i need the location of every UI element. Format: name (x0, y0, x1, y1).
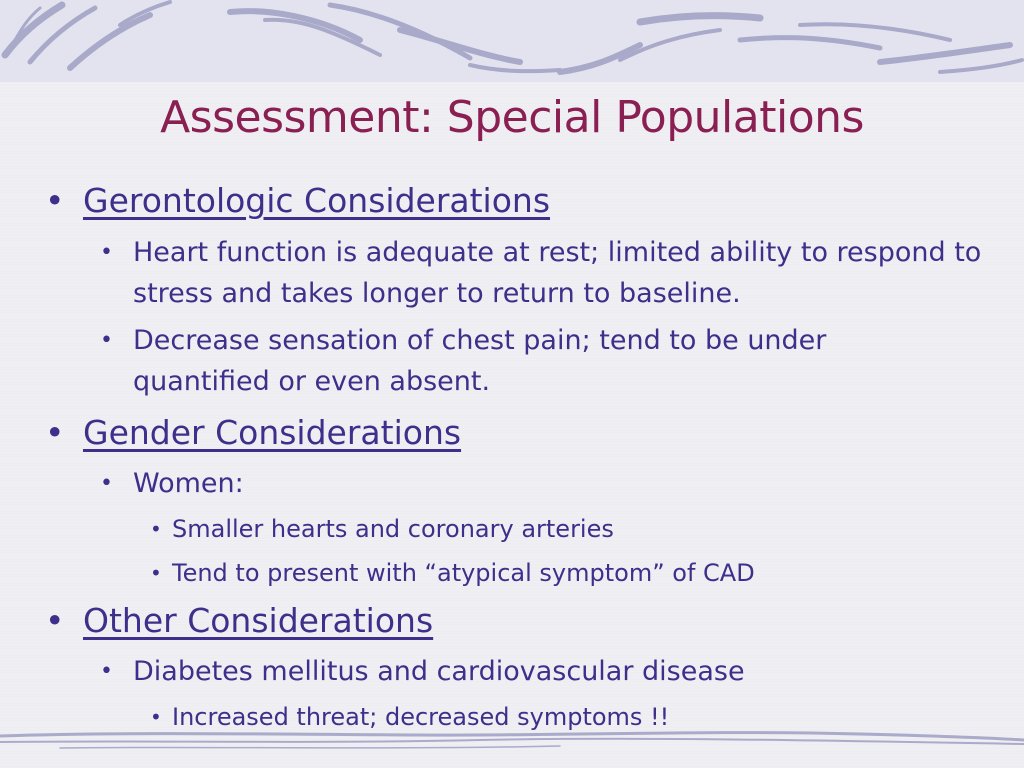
section-heading-text: Other Considerations (83, 601, 434, 640)
section-heading-text: Gender Considerations (83, 413, 462, 452)
sub-list-item-text: Smaller hearts and coronary arteries (172, 515, 614, 543)
slide-title: Assessment: Special Populations (160, 92, 864, 143)
decorative-top-band (0, 0, 1024, 82)
list-item-text: Decrease sensation of chest pain; tend to be under quantified or even absent. (133, 325, 827, 397)
bullet-icon: • (150, 517, 162, 541)
list-item-text: Heart function is adequate at rest; limited ability to respond to stress and takes longer to return to baseline. (133, 237, 982, 309)
bullet-icon: • (45, 181, 65, 220)
decorative-bottom-band (0, 718, 1024, 768)
bullet-icon: • (45, 601, 65, 640)
bullet-icon: • (100, 659, 113, 684)
bullet-icon: • (45, 413, 65, 452)
bullet-icon: • (100, 240, 113, 265)
bullet-icon: • (100, 328, 113, 353)
sub-list-item-text: Tend to present with “atypical symptom” of CAD (172, 559, 755, 587)
bullet-icon: • (100, 471, 113, 496)
list-item-text: Diabetes mellitus and cardiovascular disease (133, 656, 745, 687)
list-item-text: Women: (133, 468, 244, 499)
section-heading-text: Gerontologic Considerations (83, 181, 551, 220)
bullet-icon: • (150, 561, 162, 585)
bullet-icon: • (150, 705, 162, 729)
sub-list-item-text: Increased threat; decreased symptoms !! (172, 703, 670, 731)
